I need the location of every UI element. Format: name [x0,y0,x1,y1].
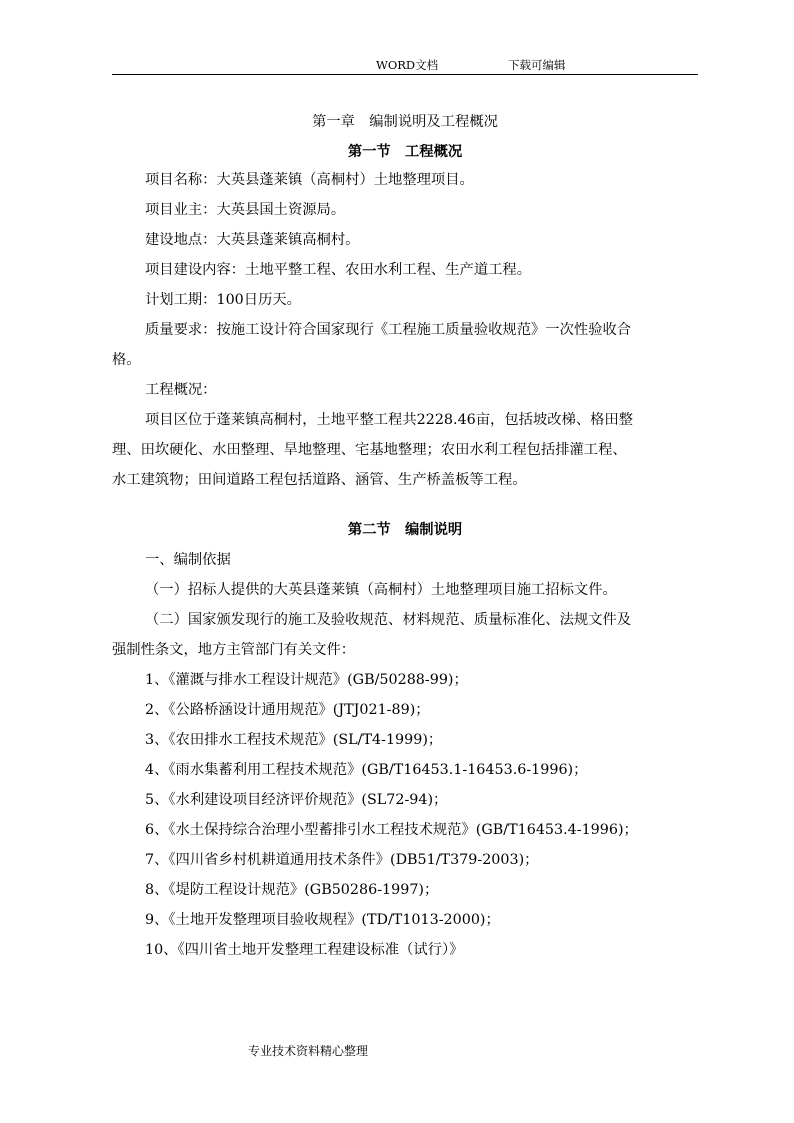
reference-item: 5、《水利建设项目经济评价规范》(SL72-94)； [145,792,448,808]
quality-requirement: 质量要求：按施工设计符合国家现行《工程施工质量验收规范》一次性验收合 [145,322,632,338]
header-doc-type: WORD文档 [376,58,439,72]
reference-item: 9、《土地开发整理项目验收规程》(TD/T1013-2000)； [145,912,500,928]
reference-item: 4、《雨水集蓄利用工程技术规范》(GB/T16453.1-16453.6-1996)； [145,762,588,778]
page-header [112,54,698,75]
chapter-title: 第一章 编制说明及工程概况 [312,114,498,130]
basis-item-2: （二）国家颁发现行的施工及验收规范、材料规范、质量标准化、法规文件及 [145,612,632,628]
section-title-overview: 第一节 工程概况 [347,144,463,160]
project-content: 项目建设内容：土地平整工程、农田水利工程、生产道工程。 [145,262,532,278]
project-location: 建设地点：大英县蓬莱镇高桐村。 [145,232,360,248]
reference-item: 10、《四川省土地开发整理工程建设标准（试行）》 [145,942,464,958]
section-title-explanation: 第二节 编制说明 [347,522,463,538]
basis-item-2-cont: 强制性条文，地方主管部门有关文件： [112,642,356,658]
overview-paragraph-cont: 水工建筑物；田间道路工程包括道路、涵管、生产桥盖板等工程。 [112,472,527,488]
basis-heading: 一、编制依据 [145,552,231,568]
page-footer: 专业技术资料精心整理 [248,1044,369,1058]
document-body [112,110,698,959]
overview-paragraph-cont: 理、田坎硬化、水田整理、旱地整理、宅基地整理；农田水利工程包括排灌工程、 [112,442,627,458]
header-editable-note: 下载可编辑 [508,58,566,72]
quality-requirement-cont: 格。 [112,352,141,368]
project-owner: 项目业主：大英县国土资源局。 [145,202,346,218]
project-duration: 计划工期：100日历天。 [145,292,301,308]
project-name: 项目名称：大英县蓬莱镇（高桐村）土地整理项目。 [145,172,474,188]
reference-item: 8、《堤防工程设计规范》(GB50286-1997)； [145,882,439,898]
overview-label: 工程概况： [145,382,217,398]
reference-item: 1、《灌溉与排水工程设计规范》(GB/50288-99)； [145,672,468,688]
reference-item: 7、《四川省乡村机耕道通用技术条件》(DB51/T379-2003)； [145,852,539,868]
reference-item: 2、《公路桥涵设计通用规范》(JTJ021-89)； [145,702,430,718]
overview-paragraph: 项目区位于蓬莱镇高桐村，土地平整工程共2228.46亩，包括坡改梯、格田整 [145,412,634,428]
reference-item: 3、《农田排水工程技术规范》(SL/T4-1999)； [145,732,443,748]
reference-item: 6、《水土保持综合治理小型蓄排引水工程技术规范》(GB/T16453.4-1996)； [145,822,638,838]
basis-item-1: （一）招标人提供的大英县蓬莱镇（高桐村）土地整理项目施工招标文件。 [145,582,617,598]
